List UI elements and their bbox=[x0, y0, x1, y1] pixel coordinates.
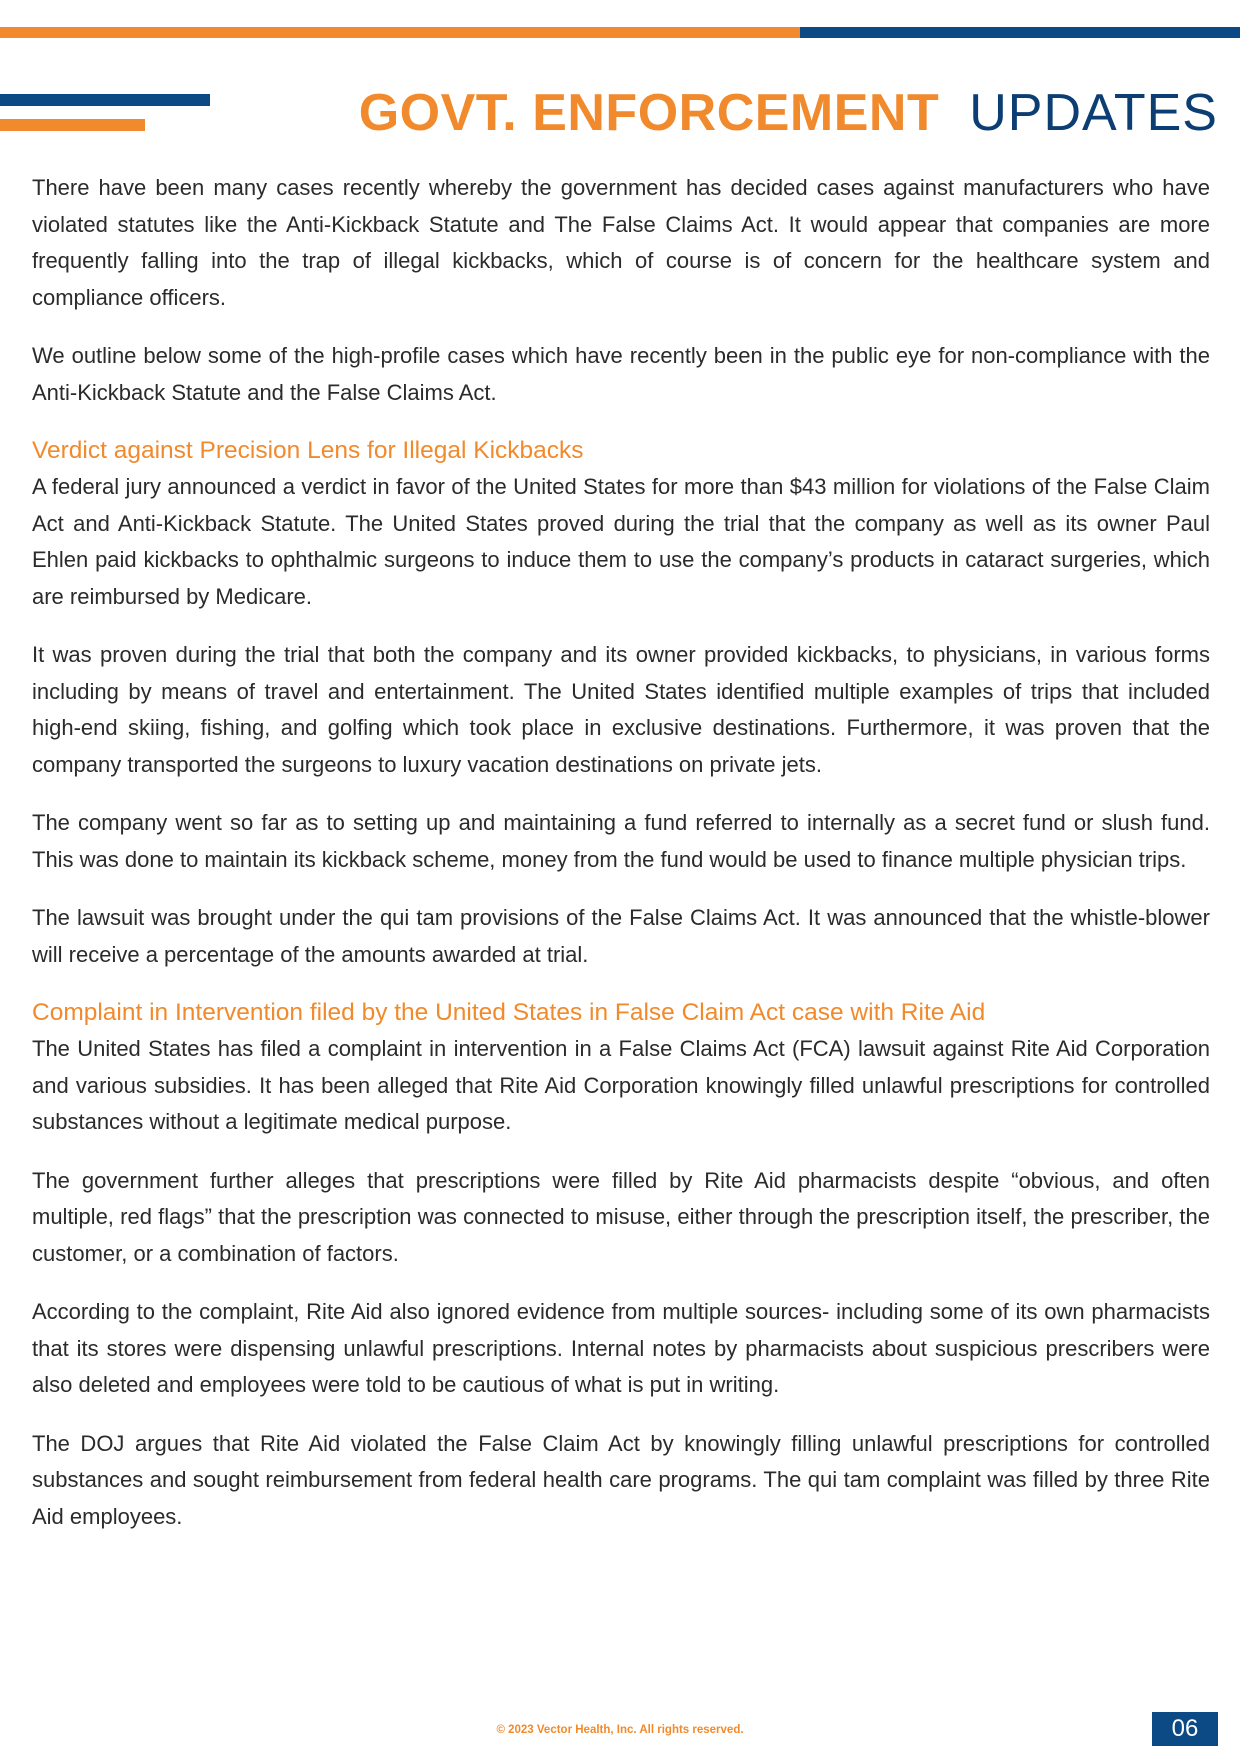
page-number-badge: 06 bbox=[1152, 1712, 1218, 1746]
page-title-light: UPDATES bbox=[969, 84, 1218, 142]
section-heading-rite-aid: Complaint in Intervention filed by the United States in False Claim Act case with Rite Aid bbox=[32, 999, 986, 1026]
section-1-paragraph-2: It was proven during the trial that both the company and its owner provided kickbacks, to physicians, in various forms including by means of travel and entertainment. The United States identified multiple examples of trips that included high-end skiing, fishing, and golfing which took place in exclusive destinations. Furthermore, it was proven that the company transported the surgeons to luxury vacation destinations on private jets. bbox=[32, 642, 1210, 777]
section-1-paragraph-4: The lawsuit was brought under the qui tam provisions of the False Claims Act. It was announced that the whistle-blower will receive a percentage of the amounts awarded at trial. bbox=[32, 905, 1210, 967]
footer-copyright: © 2023 Vector Health, Inc. All rights reserved. bbox=[496, 1724, 744, 1736]
section-2-paragraph-3: According to the complaint, Rite Aid also ignored evidence from multiple sources- including some of its own pharmacists that its stores were dispensing unlawful prescriptions. Internal notes by pharmacists about suspicious prescribers were also deleted and employees were told to be cautious of what is put in writing. bbox=[32, 1299, 1210, 1397]
section-2-paragraph-2: The government further alleges that prescriptions were filled by Rite Aid pharmacists despite “obvious, and often multiple, red flags” that the prescription was connected to misuse, either through the prescription itself, the prescriber, the customer, or a combination of factors. bbox=[32, 1167, 1210, 1266]
top-decor-bar-blue bbox=[800, 27, 1240, 38]
intro-paragraph-2: We outline below some of the high-profile cases which have recently been in the public eye for non-compliance with the Anti-Kickback Statute and the False Claims Act. bbox=[32, 343, 1210, 405]
page-title-strong: GOVT. ENFORCEMENT bbox=[358, 84, 940, 142]
section-2-paragraph-4: The DOJ argues that Rite Aid violated the False Claim Act by knowingly filling unlawful prescriptions for controlled substances and sought reimbursement from federal health care programs. The qui tam complaint was filled by three Rite Aid employees. bbox=[32, 1430, 1210, 1529]
section-heading-precision-lens: Verdict against Precision Lens for Illegal Kickbacks bbox=[32, 437, 584, 464]
header-accent-stripe-orange bbox=[0, 119, 145, 131]
section-2-paragraph-1: The United States has filed a complaint in intervention in a False Claims Act (FCA) lawsuit against Rite Aid Corporation and various subsidies. It has been alleged that Rite Aid Corporation knowingly filled unlawful prescriptions for controlled substances without a legitimate medical purpose. bbox=[32, 1036, 1210, 1134]
section-1-paragraph-1: A federal jury announced a verdict in favor of the United States for more than $43 million for violations of the False Claim Act and Anti-Kickback Statute. The United States proved during the trial that the company as well as its owner Paul Ehlen paid kickbacks to ophthalmic surgeons to induce them to use the company’s products in cataract surgeries, which are reimbursed by Medicare. bbox=[32, 474, 1210, 609]
page-title bbox=[359, 80, 1218, 146]
article-body bbox=[32, 170, 1210, 1557]
intro-paragraph-1: There have been many cases recently whereby the government has decided cases against manufacturers who have violated statutes like the Anti-Kickback Statute and The False Claims Act. It would appear that companies are more frequently falling into the trap of illegal kickbacks, which of course is of concern for the healthcare system and compliance officers. bbox=[32, 175, 1210, 310]
section-1-paragraph-3: The company went so far as to setting up and maintaining a fund referred to internally as a secret fund or slush fund. This was done to maintain its kickback scheme, money from the fund would be used to finance multiple physician trips. bbox=[32, 810, 1210, 872]
top-decor-bar-orange bbox=[0, 27, 800, 38]
header-accent-stripe-blue bbox=[0, 94, 210, 106]
